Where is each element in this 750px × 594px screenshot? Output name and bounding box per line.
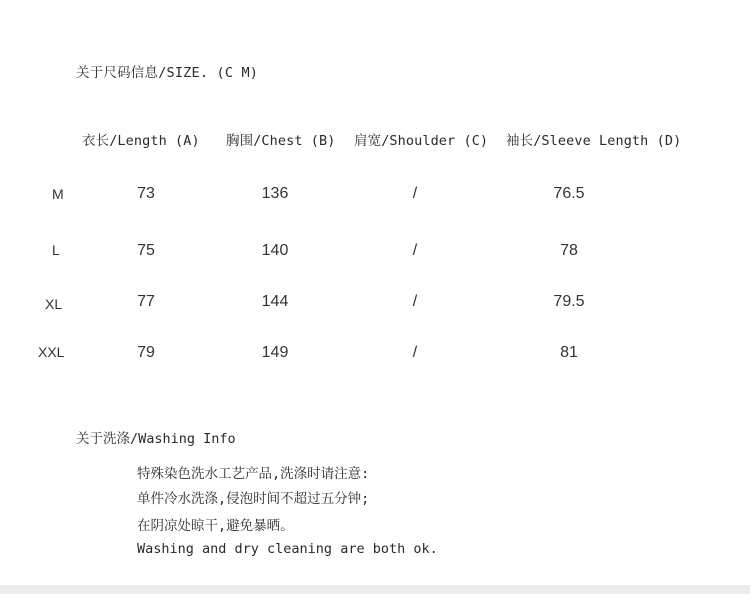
cell-length: 79 xyxy=(137,344,155,361)
washing-instruction-line: 特殊染色洗水工艺产品,洗涤时请注意: xyxy=(137,466,370,482)
washing-section-title: 关于洗涤/Washing Info xyxy=(76,431,236,447)
cell-sleeve-length: 78 xyxy=(560,242,578,259)
washing-instruction-line: 在阴凉处晾干,避免暴晒。 xyxy=(137,518,294,534)
cell-sleeve-length: 76.5 xyxy=(553,185,585,202)
row-size-label: L xyxy=(52,242,60,258)
cell-length: 75 xyxy=(137,242,155,259)
cell-sleeve-length: 79.5 xyxy=(553,293,585,310)
cell-chest: 149 xyxy=(261,344,289,361)
cell-shoulder: / xyxy=(412,344,418,361)
cell-chest: 144 xyxy=(261,293,289,310)
header-sleeve-length: 袖长/Sleeve Length (D) xyxy=(506,133,682,149)
size-section-title: 关于尺码信息/SIZE. (C M) xyxy=(76,65,259,81)
bottom-divider-strip xyxy=(0,585,750,594)
cell-shoulder: / xyxy=(412,185,418,202)
cell-shoulder: / xyxy=(412,242,418,259)
washing-instruction-line: Washing and dry cleaning are both ok. xyxy=(137,541,438,557)
cell-length: 73 xyxy=(137,185,155,202)
cell-chest: 140 xyxy=(261,242,289,259)
row-size-label: M xyxy=(52,186,64,202)
header-length: 衣长/Length (A) xyxy=(82,133,200,149)
washing-instruction-line: 单件冷水洗涤,侵泡时间不超过五分钟; xyxy=(137,491,370,507)
header-shoulder: 肩宽/Shoulder (C) xyxy=(354,133,489,149)
header-chest: 胸围/Chest (B) xyxy=(226,133,336,149)
cell-length: 77 xyxy=(137,293,155,310)
cell-chest: 136 xyxy=(261,185,289,202)
cell-sleeve-length: 81 xyxy=(560,344,578,361)
cell-shoulder: / xyxy=(412,293,418,310)
row-size-label: XXL xyxy=(38,344,65,360)
row-size-label: XL xyxy=(45,296,63,312)
